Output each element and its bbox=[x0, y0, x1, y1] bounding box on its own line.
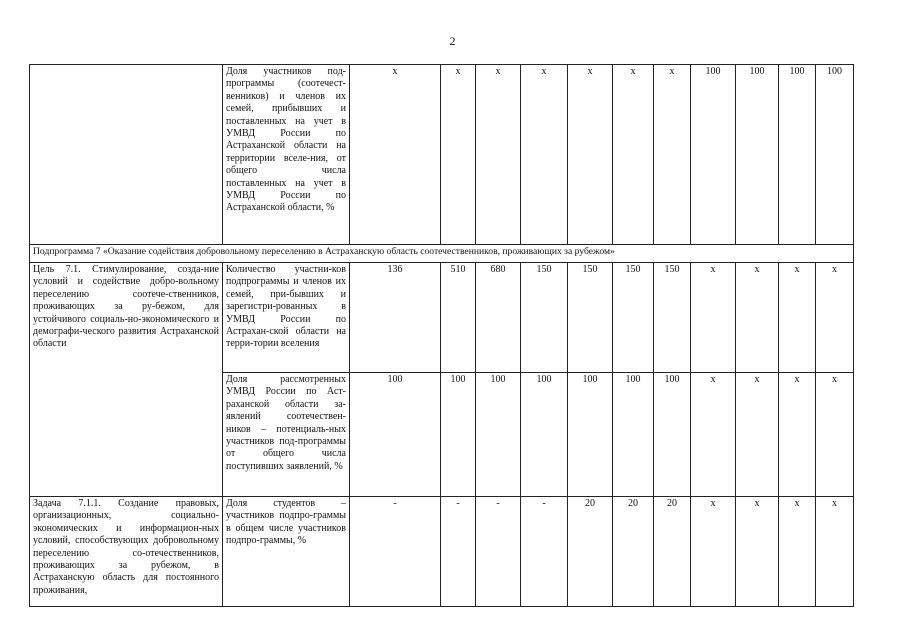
value-cell: 510 bbox=[441, 263, 476, 373]
value-cell: x bbox=[816, 497, 854, 607]
value-cell: 100 bbox=[476, 373, 521, 497]
value-cell: 136 bbox=[350, 263, 441, 373]
value-cell: 150 bbox=[654, 263, 691, 373]
value-cell: x bbox=[441, 65, 476, 245]
value-cell: x bbox=[691, 263, 736, 373]
value-cell: 100 bbox=[568, 373, 613, 497]
value-cell: x bbox=[779, 497, 816, 607]
value-cell: x bbox=[613, 65, 654, 245]
value-cell: 150 bbox=[568, 263, 613, 373]
table-row bbox=[30, 245, 854, 263]
value-cell: x bbox=[691, 497, 736, 607]
value-cell: x bbox=[779, 263, 816, 373]
value-cell: - bbox=[476, 497, 521, 607]
value-cell: 100 bbox=[654, 373, 691, 497]
value-cell: 100 bbox=[736, 65, 779, 245]
value-cell: - bbox=[441, 497, 476, 607]
value-cell: x bbox=[350, 65, 441, 245]
indicator-cell: Доля рассмотренных УМВД России по Аст-раханской области за-явлений соотечествен-ников – потенциаль-ных участников под-программы от общего числа поступивших заявлений, % bbox=[223, 373, 350, 497]
table-row bbox=[30, 65, 854, 245]
value-cell: x bbox=[736, 263, 779, 373]
value-cell: x bbox=[816, 373, 854, 497]
indicators-table bbox=[29, 64, 854, 607]
value-cell: 680 bbox=[476, 263, 521, 373]
value-cell: 100 bbox=[816, 65, 854, 245]
indicator-cell: Доля участников под-программы (соотечест-венников) и членов их семей, прибывших и поставленных на учет в УМВД России по Астраханской области на территории вселе-ния, от общего числа поставленных на учет в УМВД России по Астраханской области, % bbox=[223, 65, 350, 245]
page-number: 2 bbox=[449, 34, 456, 48]
goal-cell: Цель 7.1. Стимулирование, созда-ние условий и содействие добро-вольному переселению соотече-ственников, проживающих за ру-бежом, для устойчивого социаль-но-экономического и демографи-ческого развития Астраханской области bbox=[30, 263, 223, 497]
value-cell: x bbox=[521, 65, 568, 245]
value-cell: x bbox=[476, 65, 521, 245]
value-cell: 20 bbox=[568, 497, 613, 607]
table-row bbox=[30, 263, 854, 373]
value-cell: 100 bbox=[691, 65, 736, 245]
value-cell: 20 bbox=[654, 497, 691, 607]
value-cell: x bbox=[568, 65, 613, 245]
value-cell: 20 bbox=[613, 497, 654, 607]
indicator-cell: Доля студентов – участников подпро-граммы в общем числе участников подпро-граммы, % bbox=[223, 497, 350, 607]
table-row bbox=[30, 497, 854, 607]
value-cell: x bbox=[691, 373, 736, 497]
value-cell: x bbox=[779, 373, 816, 497]
value-cell: 100 bbox=[779, 65, 816, 245]
value-cell: - bbox=[521, 497, 568, 607]
value-cell: 100 bbox=[613, 373, 654, 497]
value-cell: x bbox=[816, 263, 854, 373]
value-cell: x bbox=[736, 373, 779, 497]
subprogram-title: Подпрограмма 7 «Оказание содействия добровольному переселению в Астраханскую область соотечественников, проживающих за рубежом» bbox=[30, 245, 854, 263]
value-cell: 150 bbox=[521, 263, 568, 373]
value-cell: 100 bbox=[441, 373, 476, 497]
value-cell: x bbox=[654, 65, 691, 245]
value-cell: - bbox=[350, 497, 441, 607]
indicator-cell: Количество участни-ков подпрограммы и членов их семей, при-бывших и зарегистри-рованных в УМВД России по Астрахан-ской области на терри-тории вселения bbox=[223, 263, 350, 373]
value-cell: 150 bbox=[613, 263, 654, 373]
value-cell: 100 bbox=[350, 373, 441, 497]
value-cell: 100 bbox=[521, 373, 568, 497]
goal-cell: Задача 7.1.1. Создание правовых, организационных, социально-экономических и информацион-ных условий, способствующих добровольному переселению со-отечественников, проживающих за рубежом, в Астраханскую область для постоянного проживания, bbox=[30, 497, 223, 607]
value-cell: x bbox=[736, 497, 779, 607]
goal-cell bbox=[30, 65, 223, 245]
